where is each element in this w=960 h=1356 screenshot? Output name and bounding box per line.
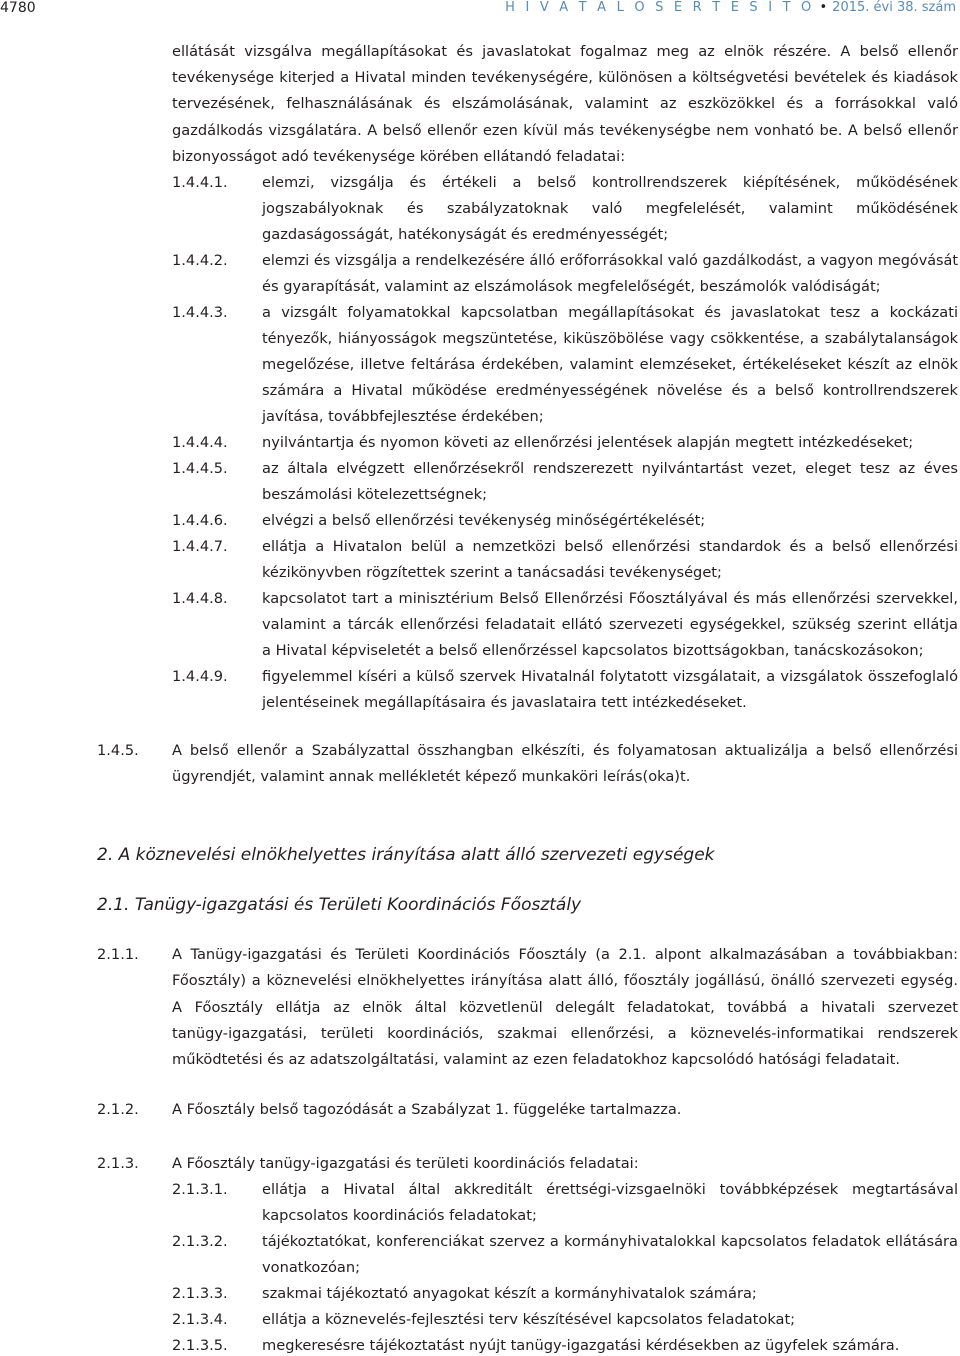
item-number-213: 2.1.3.: [97, 1155, 139, 1172]
intro-line: ellátását vizsgálva megállapításokat és javaslatokat fogalmaz meg az elnök részére. A belső ellenőr: [172, 43, 958, 60]
item-number-144: 1.4.4.8.: [172, 590, 228, 607]
list-item-line: vonatkozóan;: [262, 1259, 361, 1276]
journal-title: H I V A T A L O S É R T E S Í T Ő: [505, 0, 815, 15]
paragraph-line: A Tanügy-igazgatási és Területi Koordinációs Főosztály (a 2.1. alpont alkalmazásában a továbbiakban:: [172, 946, 958, 963]
item-number-144: 1.4.4.1.: [172, 174, 228, 191]
list-item-line: ellátja a Hivatal által akkreditált érettségi-vizsgaelnöki továbbképzések megtartásával: [262, 1181, 958, 1198]
paragraph-line: Főosztály) a köznevelési elnökhelyettes irányítása alatt álló, főosztály jogállású, önálló szervezeti egység.: [172, 972, 958, 989]
list-item-line: ellátja a köznevelés-fejlesztési terv készítésével kapcsolatos feladatokat;: [262, 1311, 796, 1328]
item-number-213x: 2.1.3.2.: [172, 1233, 228, 1250]
item-number-144: 1.4.4.3.: [172, 304, 228, 321]
page-header: [0, 0, 960, 20]
paragraph-line: működtetési és az adatszolgáltatási, valamint az ezen feladatokhoz kapcsolódó hatósági feladatait.: [172, 1051, 901, 1068]
list-item-line: javítása, továbbfejlesztése érdekében;: [262, 408, 544, 425]
list-item-line: az általa elvégzett ellenőrzésekről rendszerezett nyilvántartást vezet, eleget tesz az éves: [262, 460, 958, 477]
item-number-212: 2.1.2.: [97, 1101, 139, 1118]
item-number-145: 1.4.5.: [97, 742, 139, 759]
item-number-144: 1.4.4.7.: [172, 538, 228, 555]
list-item-line: elemzi, vizsgálja és értékeli a belső kontrollrendszerek kiépítésének, működésének: [262, 174, 958, 191]
list-item-line: számára a Hivatal működése eredményességének növelése és a belső kontrollrendszerek: [262, 382, 958, 399]
list-item-line: tényezők, hiányosságok megszüntetése, kiküszöbölése vagy csökkentése, a szabálytalanságok: [262, 331, 958, 347]
issue-label: 2015. évi 38. szám: [832, 0, 956, 15]
list-item-line: a Hivatal képviseletét a belső ellenőrzéssel kapcsolatos bizottságokban, tanácskozásokon;: [262, 642, 924, 659]
item-number-144: 1.4.4.9.: [172, 668, 228, 685]
paragraph-line: ügyrendjét, valamint annak mellékletét képező munkaköri leírás(oka)t.: [172, 768, 691, 785]
list-item-line: nyilvántartja és nyomon követi az ellenőrzési jelentések alapján megtett intézkedéseket;: [262, 434, 914, 451]
list-item-line: kapcsolatot tart a minisztérium Belső Ellenőrzési Főosztályával és más ellenőrzési szervekkel,: [262, 590, 958, 607]
list-item-line: kézikönyvben rögzítettek szerint a tanácsadási tevékenységet;: [262, 564, 722, 581]
list-item-line: jelentéseinek megállapításaira és javaslataira tett intézkedéseket.: [262, 694, 747, 711]
bullet-separator: •: [819, 0, 828, 15]
paragraph-line: A Főosztály belső tagozódását a Szabályzat 1. függeléke tartalmazza.: [172, 1101, 682, 1118]
list-item-line: megelőzése, illetve feltárása érdekében, valamint elemzéseket, értékeléseket készít az elnök: [262, 356, 958, 373]
list-item-line: elvégzi a belső ellenőrzési tevékenység minőségértékelését;: [262, 512, 706, 529]
item-number-144: 1.4.4.2.: [172, 252, 228, 269]
intro-line: gazdálkodás vizsgálatára. A belső ellenőr ezen kívül más tevékenységbe nem vonható be. A belső ellenőr: [172, 122, 958, 139]
paragraph-line: A Főosztály ellátja az elnök által közvetlenül delegált feladatokat, továbbá a hivatali szervezet: [172, 999, 958, 1016]
item-number-213x: 2.1.3.4.: [172, 1311, 228, 1328]
list-item-line: jogszabályoknak és szabályzatoknak való megfelelését, valamint működésének: [262, 200, 958, 217]
list-item-line: és gyarapítását, valamint az elszámolások megfelelőségét, beszámolók valódiságát;: [262, 278, 881, 295]
intro-line: bizonyosságot adó tevékenysége körében ellátandó feladatai:: [172, 148, 626, 165]
item-number-211: 2.1.1.: [97, 946, 139, 963]
list-item-line: tájékoztatókat, konferenciákat szervez a kormányhivatalokkal kapcsolatos feladatok ellátására: [262, 1233, 958, 1250]
paragraph-line: A Főosztály tanügy-igazgatási és területi koordinációs feladatai:: [172, 1155, 639, 1172]
list-item-line: elemzi és vizsgálja a rendelkezésére álló erőforrásokkal való gazdálkodást, a vagyon megóvását: [262, 253, 958, 269]
item-number-213x: 2.1.3.1.: [172, 1181, 228, 1198]
intro-line: tevékenysége kiterjed a Hivatal minden tevékenységére, különösen a költségvetési bevételek és kiadások: [172, 69, 958, 86]
list-item-line: valamint a tárcák ellenőrzési feladatait ellátó szervezeti egységekkel, szükség szerint ellátja: [262, 616, 958, 633]
list-item-line: beszámolási kötelezettségnek;: [262, 486, 488, 503]
intro-line: tervezésének, felhasználásának és elszámolásának, valamint az eszközökkel és a forrásokkal való: [172, 95, 958, 112]
item-number-144: 1.4.4.5.: [172, 460, 228, 477]
list-item-line: figyelemmel kíséri a külső szervek Hivatalnál folytatott vizsgálatait, a vizsgálatok összefoglaló: [262, 668, 958, 685]
list-item-line: megkeresésre tájékoztatást nyújt tanügy-igazgatási kérdésekben az ügyfelek számára.: [262, 1337, 900, 1354]
page-number: 4780: [0, 0, 36, 16]
list-item-line: a vizsgált folyamatokkal kapcsolatban megállapításokat és javaslatokat tesz a kockázati: [262, 304, 958, 321]
section-heading: 2. A köznevelési elnökhelyettes irányítása alatt álló szervezeti egységek: [97, 845, 715, 865]
item-number-144: 1.4.4.4.: [172, 434, 228, 451]
item-number-213x: 2.1.3.5.: [172, 1337, 228, 1354]
item-number-213x: 2.1.3.3.: [172, 1285, 228, 1302]
paragraph-line: tanügy-igazgatási, területi koordinációs, szakmai ellenőrzési, a köznevelés-informatikai rendszerek: [172, 1025, 958, 1042]
item-number-144: 1.4.4.6.: [172, 512, 228, 529]
list-item-line: ellátja a Hivatalon belül a nemzetközi belső ellenőrzési standardok és a belső ellenőrzési: [262, 538, 958, 555]
list-item-line: gazdaságosságát, hatékonyságát és eredményességét;: [262, 226, 669, 243]
list-item-line: kapcsolatos koordinációs feladatokat;: [262, 1207, 537, 1224]
running-head: [505, 0, 956, 15]
subsection-heading: 2.1. Tanügy-igazgatási és Területi Koordinációs Főosztály: [97, 895, 582, 915]
paragraph-line: A belső ellenőr a Szabályzattal összhangban elkészíti, és folyamatosan aktualizálja a belső ellenőrzési: [172, 742, 958, 759]
list-item-line: szakmai tájékoztató anyagokat készít a kormányhivatalok számára;: [262, 1285, 757, 1302]
